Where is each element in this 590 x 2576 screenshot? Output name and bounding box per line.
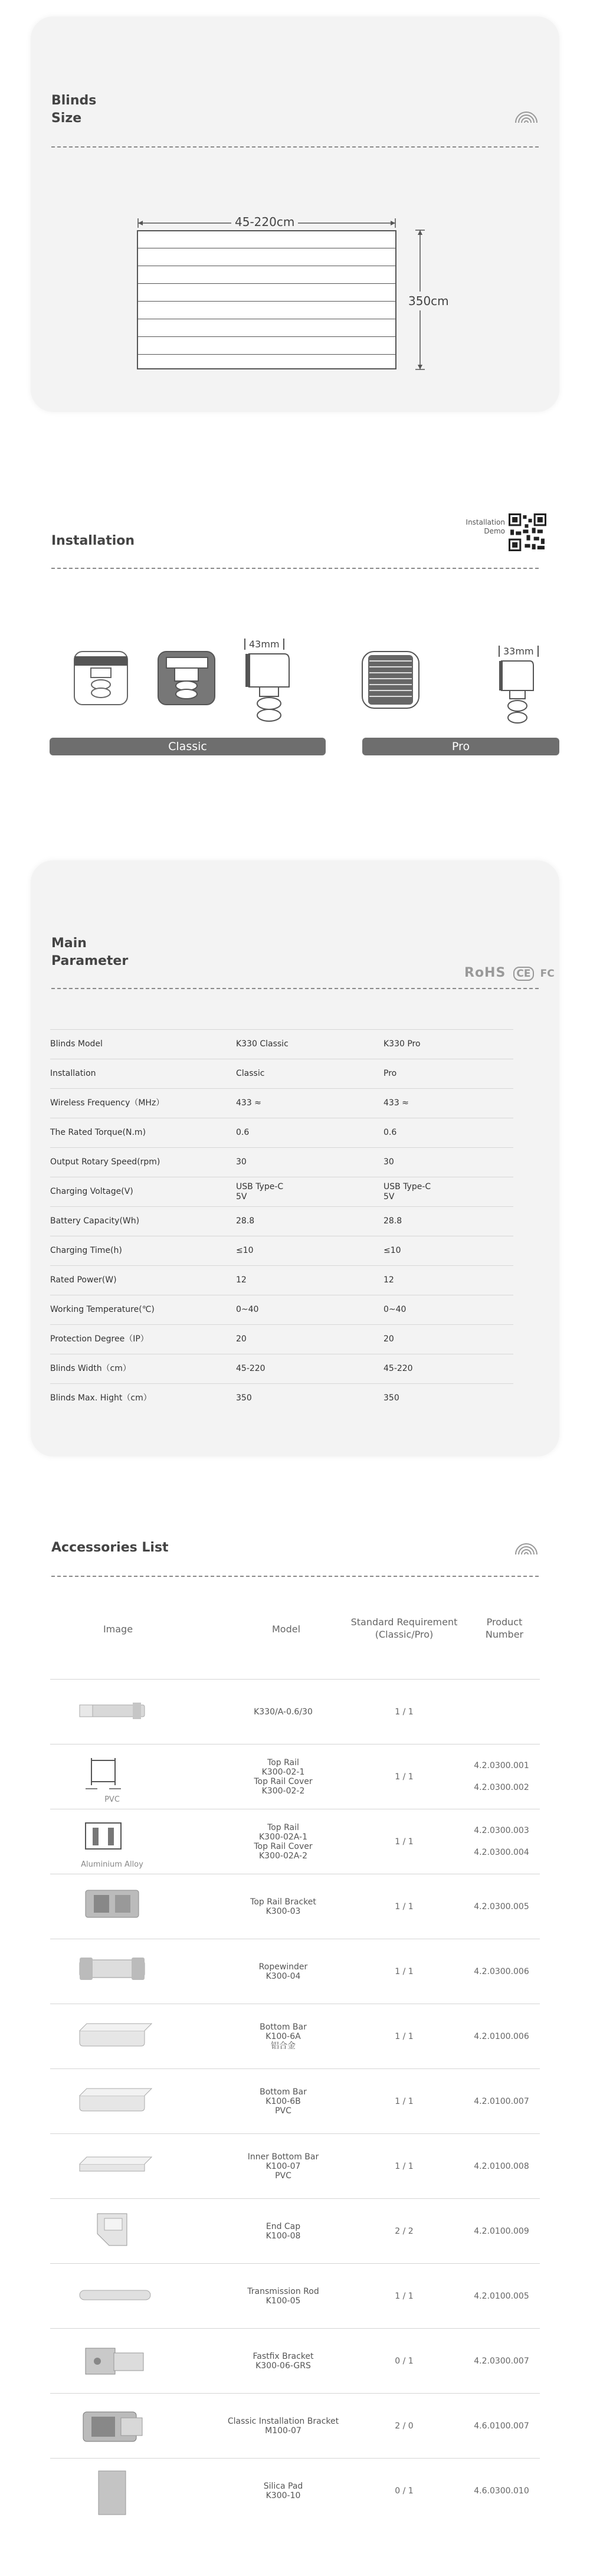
accessory-model-line: K100-07 — [266, 2162, 301, 2171]
parameter-pro: 28.8 — [384, 1207, 513, 1236]
classic-depth-label: 43mm — [244, 639, 284, 650]
main-parameter-card — [31, 860, 559, 1456]
accessory-requirement: 0 / 1 — [395, 2356, 414, 2366]
accessory-requirement: 1 / 1 — [395, 1837, 414, 1847]
accessory-model-line: K300-04 — [266, 1972, 301, 1981]
product-number-value: 4.2.0100.006 — [474, 2031, 529, 2041]
parameter-label: Battery Capacity(Wh) — [50, 1207, 236, 1236]
accessory-product-number — [463, 1744, 540, 1809]
accessory-row — [50, 1744, 540, 1809]
accessory-requirement: 1 / 1 — [395, 2292, 414, 2301]
parameter-pro: 350 — [384, 1384, 513, 1413]
parameter-pro: 30 — [384, 1148, 513, 1177]
parameter-label: Charging Time(h) — [50, 1236, 236, 1266]
accessory-model-line: K300-02A-1 — [259, 1832, 307, 1842]
parameter-pro: 12 — [384, 1266, 513, 1295]
accessory-model-line: Top Rail Cover — [254, 1842, 313, 1851]
accessory-image — [62, 2329, 162, 2394]
classic-motor-side-icon — [243, 652, 296, 728]
parameter-classic: Classic — [236, 1059, 384, 1089]
accessory-product-number — [463, 1680, 540, 1744]
accessory-image — [62, 2069, 162, 2134]
section-divider — [51, 1576, 539, 1577]
accessory-image — [62, 1939, 162, 2004]
parameter-classic: 12 — [236, 1266, 384, 1295]
parameter-label: Blinds Max. Hight（cm） — [50, 1384, 236, 1413]
accessory-product-number — [463, 2459, 540, 2523]
accessory-model-line: Top Rail Cover — [254, 1777, 313, 1786]
parameter-label: Blinds Width（cm） — [50, 1354, 236, 1384]
accessory-requirement: 1 / 1 — [395, 2097, 414, 2106]
parameter-label: Blinds Model — [50, 1030, 236, 1059]
pro-motor-front-icon — [361, 650, 420, 709]
parameter-row — [50, 1118, 513, 1148]
pro-motor-side-icon — [497, 659, 538, 729]
accessory-model-line: Top Rail — [267, 1758, 299, 1767]
parameter-row — [50, 1030, 513, 1059]
installation-title: Installation — [51, 533, 135, 548]
classic-type-label: Classic — [50, 738, 326, 755]
product-number-value: 4.2.0300.001 — [474, 1761, 529, 1770]
accessory-row — [50, 1679, 540, 1744]
height-label: 350cm — [408, 292, 449, 310]
accessory-model-line: K300-10 — [266, 2491, 301, 2500]
parameter-classic: 45-220 — [236, 1354, 384, 1384]
accessory-requirement: 1 / 1 — [395, 2032, 414, 2041]
accessory-model-line: Bottom Bar — [260, 2022, 307, 2032]
parameter-row — [50, 1207, 513, 1236]
accessory-row — [50, 2328, 540, 2394]
rohs-mark: RoHS — [464, 965, 506, 980]
section-divider — [51, 988, 539, 989]
accessory-requirement: 1 / 1 — [395, 1967, 414, 1976]
accessory-image — [62, 1809, 162, 1874]
accessory-model-line: Top Rail Bracket — [250, 1897, 316, 1907]
parameter-row — [50, 1384, 513, 1413]
accessory-requirement: 2 / 0 — [395, 2421, 414, 2431]
accessory-model-line: Inner Bottom Bar — [247, 2152, 319, 2162]
accessory-image — [62, 2264, 162, 2329]
accessory-image — [62, 1744, 162, 1809]
header-image: Image — [103, 1623, 133, 1635]
accessory-model-line: PVC — [275, 2171, 291, 2181]
parameter-pro: 0.6 — [384, 1118, 513, 1148]
parameter-row — [50, 1177, 513, 1207]
parameter-table — [50, 1029, 513, 1413]
accessory-product-number — [463, 1939, 540, 2004]
header-model: Model — [271, 1623, 301, 1635]
accessory-image — [62, 1680, 162, 1744]
accessories-title: Accessories List — [51, 1540, 169, 1555]
accessory-model — [209, 1680, 357, 1744]
accessory-model-line: Top Rail — [267, 1823, 299, 1832]
accessory-model-line: K100-05 — [266, 2296, 301, 2306]
product-number-value: 4.2.0300.002 — [474, 1783, 529, 1792]
header-product-number: Product Number — [485, 1616, 524, 1640]
qr-code-icon[interactable] — [509, 513, 546, 551]
accessory-model-line: Ropewinder — [258, 1962, 308, 1972]
parameter-row — [50, 1236, 513, 1266]
parameter-classic: 28.8 — [236, 1207, 384, 1236]
product-number-value: 4.2.0300.005 — [474, 1901, 529, 1911]
parameter-classic: 433 ≈ — [236, 1089, 384, 1118]
accessory-model-line: M100-07 — [265, 2426, 301, 2436]
parameter-classic: 0.6 — [236, 1118, 384, 1148]
parameter-pro: USB Type-C 5V — [384, 1177, 513, 1207]
parameter-row — [50, 1354, 513, 1384]
accessory-requirement: 2 / 2 — [395, 2227, 414, 2236]
blinds-diagram — [137, 230, 396, 369]
accessory-product-number — [463, 2264, 540, 2329]
parameter-row — [50, 1089, 513, 1118]
blinds-size-card — [31, 17, 559, 412]
accessory-material-caption: PVC — [104, 1795, 120, 1804]
pro-depth-label: 33mm — [499, 646, 539, 657]
accessory-image — [62, 2459, 162, 2523]
rainbow-logo-icon — [513, 1543, 539, 1556]
section-divider — [51, 568, 539, 569]
parameter-row — [50, 1059, 513, 1089]
accessory-model — [209, 1809, 357, 1874]
ce-mark: CE — [513, 967, 533, 981]
main-parameter-title: Main Parameter — [51, 936, 129, 968]
parameter-label: Working Temperature(℃) — [50, 1295, 236, 1325]
accessory-row — [50, 1809, 540, 1874]
header-requirement: Standard Requirement (Classic/Pro) — [350, 1616, 458, 1640]
rainbow-logo-icon — [513, 111, 539, 124]
product-number-value: 4.2.0100.007 — [474, 2096, 529, 2106]
accessory-product-number — [463, 2199, 540, 2264]
accessory-row — [50, 2458, 540, 2523]
accessory-model — [209, 2134, 357, 2199]
parameter-classic: 0~40 — [236, 1295, 384, 1325]
width-label: 45-220cm — [231, 215, 298, 229]
parameter-classic: 20 — [236, 1325, 384, 1354]
accessory-product-number — [463, 2069, 540, 2134]
accessory-model-line: PVC — [275, 2106, 291, 2116]
accessory-model — [209, 2394, 357, 2459]
accessory-model-line: Classic Installation Bracket — [227, 2417, 339, 2426]
accessory-image — [62, 2004, 162, 2069]
accessory-model-line: K100-6B — [266, 2097, 301, 2106]
accessory-model — [209, 2264, 357, 2329]
accessory-model-line: K100-08 — [266, 2231, 301, 2241]
parameter-classic: K330 Classic — [236, 1030, 384, 1059]
accessory-model — [209, 2004, 357, 2069]
accessory-model — [209, 1744, 357, 1809]
product-number-value: 4.2.0300.007 — [474, 2356, 529, 2366]
certification-marks — [464, 965, 555, 980]
parameter-label: Installation — [50, 1059, 236, 1089]
accessory-model-line: Silica Pad — [263, 2482, 303, 2491]
accessory-row — [50, 2068, 540, 2134]
parameter-classic: USB Type-C 5V — [236, 1177, 384, 1207]
accessory-model — [209, 2069, 357, 2134]
accessory-row — [50, 2263, 540, 2329]
accessory-product-number — [463, 2004, 540, 2069]
fc-mark: FC — [540, 968, 555, 980]
accessory-row — [50, 1874, 540, 1939]
accessory-product-number — [463, 2329, 540, 2394]
product-number-value: 4.6.0300.010 — [474, 2486, 529, 2496]
accessory-product-number — [463, 1874, 540, 1939]
accessory-model — [209, 2329, 357, 2394]
parameter-classic: ≤10 — [236, 1236, 384, 1266]
parameter-pro: Pro — [384, 1059, 513, 1089]
accessory-model-line: K300-02-2 — [261, 1786, 305, 1796]
accessory-model-line: K330/A-0.6/30 — [254, 1707, 313, 1717]
parameter-classic: 350 — [236, 1384, 384, 1413]
accessory-row — [50, 2198, 540, 2264]
accessory-product-number — [463, 2394, 540, 2459]
accessory-model — [209, 2199, 357, 2264]
pro-type-label: Pro — [362, 738, 559, 755]
accessories-section — [0, 1511, 590, 2576]
parameter-pro: K330 Pro — [384, 1030, 513, 1059]
accessory-model — [209, 2459, 357, 2523]
parameter-pro: ≤10 — [384, 1236, 513, 1266]
parameter-pro: 433 ≈ — [384, 1089, 513, 1118]
installation-section — [31, 484, 559, 791]
accessory-model-line: Bottom Bar — [260, 2087, 307, 2097]
accessory-row — [50, 2393, 540, 2459]
accessory-model-line: K100-6A — [266, 2032, 301, 2041]
accessory-requirement: 1 / 1 — [395, 1902, 414, 1911]
parameter-label: Output Rotary Speed(rpm) — [50, 1148, 236, 1177]
parameter-label: The Rated Torque(N.m) — [50, 1118, 236, 1148]
blinds-size-title: Blinds Size — [51, 93, 97, 126]
product-number-value: 4.2.0300.006 — [474, 1966, 529, 1976]
parameter-pro: 20 — [384, 1325, 513, 1354]
accessory-model-line: K300-03 — [266, 1907, 301, 1916]
accessory-requirement: 0 / 1 — [395, 2486, 414, 2496]
accessory-product-number — [463, 1809, 540, 1874]
accessory-model-line: K300-06-GRS — [255, 2361, 311, 2371]
parameter-row — [50, 1325, 513, 1354]
accessory-model-line: Transmission Rod — [247, 2287, 319, 2296]
parameter-row — [50, 1295, 513, 1325]
product-number-value: 4.2.0100.008 — [474, 2161, 529, 2171]
installation-demo-label: Installation Demo — [466, 518, 505, 535]
accessory-model-line: 铝合金 — [271, 2041, 296, 2051]
classic-motor-angle-icon — [157, 650, 216, 706]
accessory-row — [50, 2004, 540, 2069]
parameter-classic: 30 — [236, 1148, 384, 1177]
accessory-row — [50, 2133, 540, 2199]
product-number-value: 4.2.0100.009 — [474, 2226, 529, 2236]
accessory-requirement: 1 / 1 — [395, 2162, 414, 2171]
parameter-label: Protection Degree（IP） — [50, 1325, 236, 1354]
accessory-model-line: End Cap — [266, 2222, 301, 2231]
product-number-value: 4.2.0100.005 — [474, 2291, 529, 2301]
parameter-pro: 0~40 — [384, 1295, 513, 1325]
accessory-model — [209, 1939, 357, 2004]
accessory-image — [62, 2394, 162, 2459]
product-number-value: 4.2.0300.004 — [474, 1848, 529, 1857]
accessory-model — [209, 1874, 357, 1939]
accessory-material-caption: Aluminium Alloy — [81, 1860, 143, 1869]
accessory-product-number — [463, 2134, 540, 2199]
parameter-label: Rated Power(W) — [50, 1266, 236, 1295]
parameter-row — [50, 1266, 513, 1295]
accessory-requirement: 1 / 1 — [395, 1707, 414, 1717]
accessory-model-line: K300-02A-2 — [259, 1851, 307, 1861]
parameter-pro: 45-220 — [384, 1354, 513, 1384]
product-number-value: 4.2.0300.003 — [474, 1826, 529, 1835]
accessory-model-line: Fastfix Bracket — [253, 2352, 314, 2361]
accessory-row — [50, 1939, 540, 2004]
parameter-label: Charging Voltage(V) — [50, 1177, 236, 1207]
product-number-value: 4.6.0100.007 — [474, 2421, 529, 2431]
parameter-row — [50, 1148, 513, 1177]
parameter-label: Wireless Frequency（MHz） — [50, 1089, 236, 1118]
accessory-image — [62, 1874, 162, 1939]
section-divider — [51, 146, 539, 148]
accessory-image — [62, 2199, 162, 2264]
classic-motor-front-icon — [73, 650, 129, 706]
accessory-requirement: 1 / 1 — [395, 1772, 414, 1782]
accessory-image — [62, 2134, 162, 2199]
accessory-model-line: K300-02-1 — [261, 1767, 305, 1777]
